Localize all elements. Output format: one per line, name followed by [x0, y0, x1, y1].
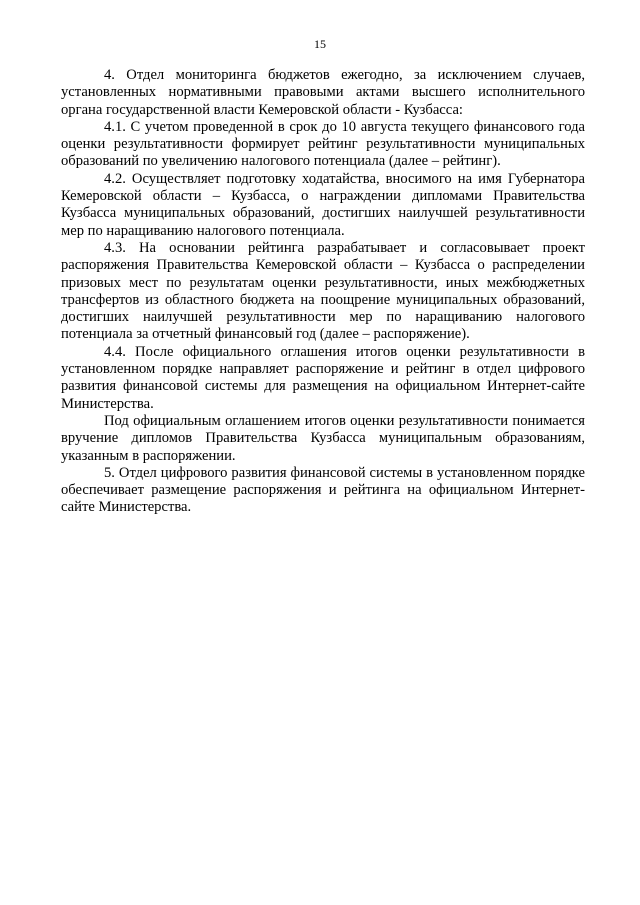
paragraph-item-4-3: 4.3. На основании рейтинга разрабатывает и согласовывает проект распоряжения Правительства Кемеровской области – Кузбасса о распределении призовых мест по результатам оценки результативности, иных межбюджетных трансфертов из областного бюджета на поощрение муниципальных образований, достигших наилучшей результативности мер по наращиванию налогового потенциала за отчетный финансовый год (далее – распоряжение).	[61, 239, 585, 343]
document-body	[61, 67, 585, 517]
paragraph-item-4-1: 4.1. С учетом проведенной в срок до 10 августа текущего финансового года оценки результативности формирует рейтинг результативности муниципальных образований по увеличению налогового потенциала (далее – рейтинг).	[61, 118, 585, 170]
paragraph-official-announcement-definition: Под официальным оглашением итогов оценки результативности понимается вручение дипломов Правительства Кузбасса муниципальным образованиям, указанным в распоряжении.	[61, 412, 585, 464]
paragraph-item-4-4: 4.4. После официального оглашения итогов оценки результативности в установленном порядке направляет распоряжение и рейтинг в отдел цифрового развития финансовой системы для размещения на официальном Интернет-сайте Министерства.	[61, 343, 585, 412]
page-number: 15	[314, 37, 326, 51]
paragraph-item-4-2: 4.2. Осуществляет подготовку ходатайства, вносимого на имя Губернатора Кемеровской области – Кузбасса, о награждении дипломами Правительства Кузбасса муниципальных образований, достигших наилучшей результативности мер по наращиванию налогового потенциала.	[61, 170, 585, 239]
paragraph-item-4: 4. Отдел мониторинга бюджетов ежегодно, за исключением случаев, установленных нормативными правовыми актами высшего исполнительного органа государственной власти Кемеровской области - Кузбасса:	[61, 67, 585, 118]
paragraph-item-5: 5. Отдел цифрового развития финансовой системы в установленном порядке обеспечивает размещение распоряжения и рейтинга на официальном Интернет-сайте Министерства.	[61, 464, 585, 516]
